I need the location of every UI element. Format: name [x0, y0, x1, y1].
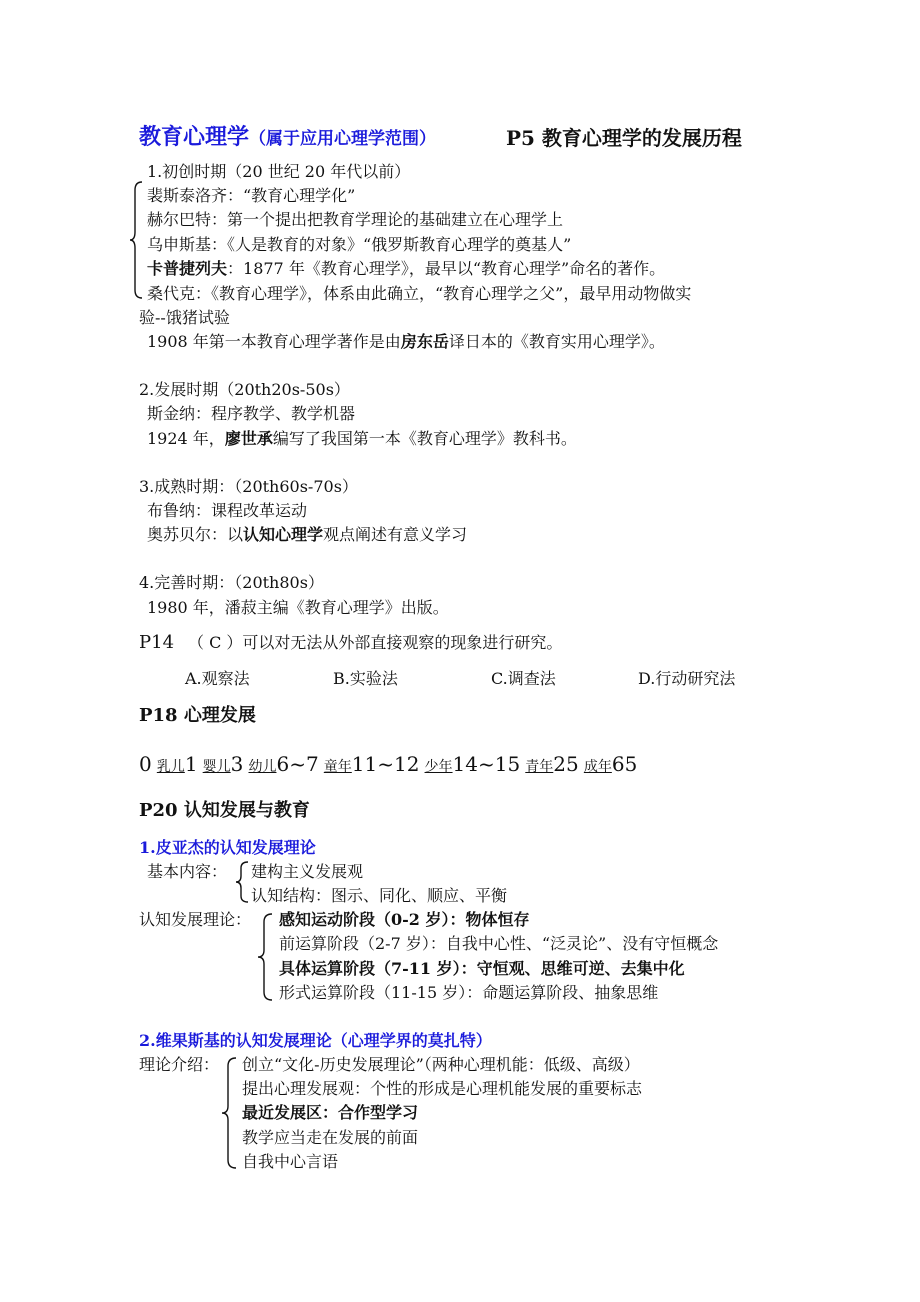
cognitive-psychology: 认知心理学 [243, 525, 324, 544]
intro-cultural-historical: 创立“文化-历史发展理论”（两种心理机能：低级、高级） [242, 1055, 640, 1074]
s3-heading: 3.成熟时期：（20th60s-70s） [139, 477, 358, 496]
section-heading-p5: P5 教育心理学的发展历程 [506, 126, 742, 150]
stage-infant: 乳儿 [156, 759, 185, 775]
basic-constructivism: 建构主义发展观 [251, 862, 364, 881]
age-14-15: 14~15 [452, 752, 521, 776]
basic-cognitive-structure: 认知结构：图示、同化、顺应、平衡 [251, 886, 508, 905]
s3-ausubel-a: 奥苏贝尔：以 [147, 525, 244, 544]
basic-content-brace [236, 860, 250, 904]
s3-ausubel-b: 观点阐述有意义学习 [323, 525, 468, 544]
option-b: B.实验法 [333, 669, 398, 688]
s4-heading: 4.完善时期：（20th80s） [139, 573, 324, 592]
age-3: 3 [230, 752, 244, 776]
kapterev-name: 卡普捷列夫 [147, 259, 228, 278]
cognitive-theory-label: 认知发展理论： [139, 910, 252, 929]
s2-1924-a: 1924 年， [147, 429, 225, 448]
section-heading-p18: P18 心理发展 [139, 705, 256, 726]
option-c: C.调查法 [491, 669, 556, 688]
s1-line-thorndike-cont: 验--饿猪试验 [139, 308, 230, 327]
theory-intro-label: 理论介绍： [139, 1055, 220, 1074]
page-title [139, 124, 436, 153]
s2-line-1924 [147, 428, 577, 450]
title-paren: （属于应用心理学范围） [249, 129, 437, 149]
title-main: 教育心理学 [139, 125, 250, 150]
age-0: 0 [139, 752, 152, 776]
s3-line-ausubel [147, 524, 467, 546]
stage-concrete-operational: 具体运算阶段（7-11 岁）：守恒观、思维可逆、去集中化 [279, 959, 685, 978]
stage-baby: 婴儿 [202, 759, 231, 775]
s2-line-skinner: 斯金纳：程序教学、教学机器 [147, 404, 356, 423]
liao-shicheng: 廖世承 [224, 429, 273, 448]
intro-zpd: 最近发展区：合作型学习 [242, 1103, 419, 1122]
age-timeline [139, 751, 637, 780]
kapterev-text: ：1877 年《教育心理学》，最早以“教育心理学”命名的著作。 [227, 259, 666, 278]
s1-brace [130, 180, 144, 300]
age-1: 1 [184, 752, 198, 776]
s1-line-pestalozzi: 裴斯泰洛齐：“教育心理学化” [147, 186, 356, 205]
s1-line-kapterev [147, 258, 665, 280]
intro-development-view: 提出心理发展观：个性的形成是心理机能发展的重要标志 [242, 1079, 643, 1098]
age-25: 25 [553, 752, 579, 776]
stage-youth: 青年 [525, 759, 554, 775]
piaget-heading: 1.皮亚杰的认知发展理论 [139, 838, 316, 857]
s1-line-ushinsky: 乌申斯基：《人是教育的对象》“俄罗斯教育心理学的奠基人” [147, 235, 572, 254]
s1-line-thorndike: 桑代克：《教育心理学》，体系由此确立，“教育心理学之父”，最早用动物做实 [147, 284, 692, 303]
stage-adult: 成年 [583, 759, 612, 775]
question-label: P14 [139, 632, 175, 653]
age-6-7: 6~7 [276, 752, 319, 776]
fang-dongyue: 房东岳 [400, 332, 449, 351]
stage-adolescence: 少年 [424, 759, 453, 775]
basic-content-label: 基本内容： [147, 862, 228, 881]
stage-childhood: 童年 [323, 759, 352, 775]
s2-heading: 2.发展时期（20th20s-50s） [139, 380, 350, 399]
s1-heading: 1.初创时期（20 世纪 20 年代以前） [147, 162, 411, 181]
s1-line-1908 [147, 331, 665, 353]
question-p14 [139, 632, 562, 654]
s3-line-bruner: 布鲁纳：课程改革运动 [147, 501, 308, 520]
s1-1908-b: 译日本的《教育实用心理学》。 [448, 332, 665, 351]
intro-teaching-ahead: 教学应当走在发展的前面 [242, 1128, 419, 1147]
s2-1924-b: 编写了我国第一本《教育心理学》教科书。 [272, 429, 577, 448]
option-d: D.行动研究法 [638, 669, 736, 688]
intro-egocentric-speech: 自我中心言语 [242, 1152, 339, 1171]
stage-preoperational: 前运算阶段（2-7 岁）：自我中心性、“泛灵论”、没有守恒概念 [279, 934, 719, 953]
stage-sensorimotor: 感知运动阶段（0-2 岁）：物体恒存 [279, 910, 530, 929]
option-a: A.观察法 [185, 669, 250, 688]
s1-line-herbart: 赫尔巴特：第一个提出把教育学理论的基础建立在心理学上 [147, 210, 564, 229]
age-65: 65 [611, 752, 638, 776]
intro-brace [222, 1056, 238, 1170]
section-heading-p20: P20 认知发展与教育 [139, 800, 310, 821]
age-11-12: 11~12 [351, 752, 420, 776]
vygotsky-heading: 2.维果斯基的认知发展理论（心理学界的莫扎特） [139, 1031, 492, 1050]
s4-line-1980: 1980 年，潘菽主编《教育心理学》出版。 [147, 598, 449, 617]
question-text: （ C ）可以对无法从外部直接观察的现象进行研究。 [188, 633, 563, 652]
stage-early-childhood: 幼儿 [248, 759, 277, 775]
stage-formal-operational: 形式运算阶段（11-15 岁）：命题运算阶段、抽象思维 [279, 983, 659, 1002]
stages-brace [258, 912, 274, 1002]
s1-1908-a: 1908 年第一本教育心理学著作是由 [147, 332, 401, 351]
